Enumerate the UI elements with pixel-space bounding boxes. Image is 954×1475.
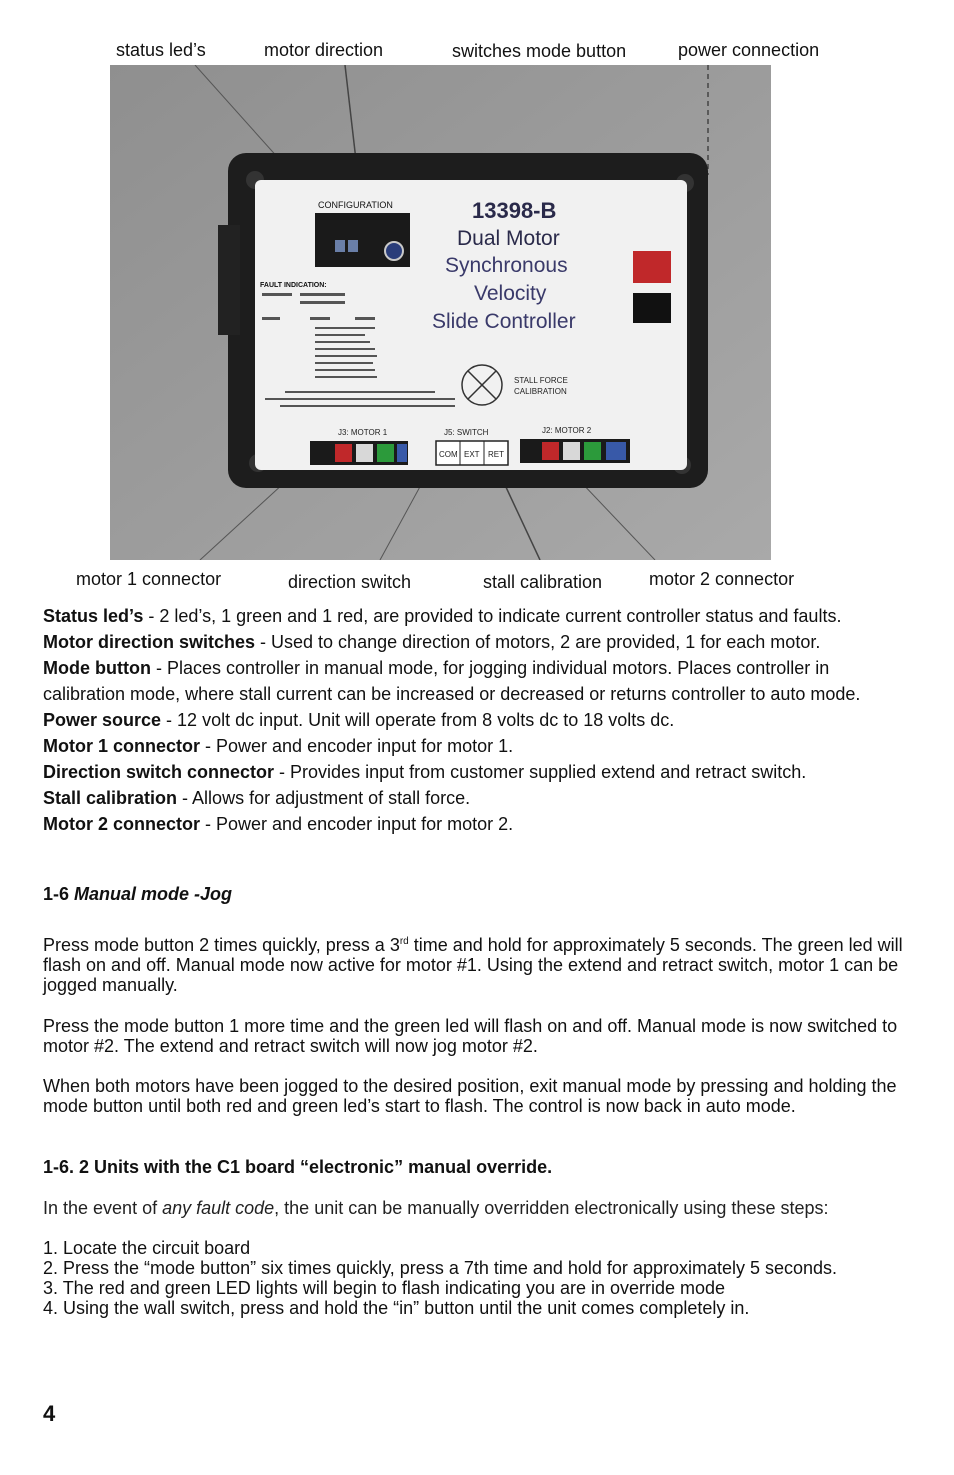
superscript: rd xyxy=(399,936,409,947)
definition-item xyxy=(43,785,913,811)
callout-stall-calibration: stall calibration xyxy=(483,572,603,592)
j3-label: J3: MOTOR 1 xyxy=(338,428,388,437)
mode-button xyxy=(385,242,403,260)
list-item: 3. The red and green LED lights will begin to flash indicating you are in override mode xyxy=(43,1278,726,1298)
definition-term: Motor 2 connector xyxy=(43,814,201,834)
definition-item xyxy=(43,629,913,655)
device-name-line: Synchronous xyxy=(445,254,568,277)
definition-item xyxy=(43,603,913,629)
paragraph xyxy=(43,1016,913,1056)
definition-text: - Used to change direction of motors, 2 are provided, 1 for each motor. xyxy=(255,632,821,652)
device-name-line: Velocity xyxy=(474,282,547,305)
fault-indication-label: FAULT INDICATION: xyxy=(260,282,327,289)
configuration-label: CONFIGURATION xyxy=(318,200,393,210)
definition-text: - Power and encoder input for motor 1. xyxy=(200,736,514,756)
paragraph xyxy=(43,1076,913,1116)
definition-term: Direction switch connector xyxy=(43,762,275,782)
definition-item xyxy=(43,655,883,707)
switch-pin-label: RET xyxy=(488,450,504,459)
definition-item xyxy=(43,811,913,837)
definition-text: - Provides input from customer supplied extend and retract switch. xyxy=(274,762,807,782)
definition-text: - Power and encoder input for motor 2. xyxy=(200,814,514,834)
list-item: 2. Press the “mode button” six times quickly, press a 7th time and hold for approximately 5 seconds. xyxy=(43,1258,838,1278)
definition-item xyxy=(43,759,913,785)
switch-pin-label: EXT xyxy=(464,450,480,459)
definition-term: Power source xyxy=(43,710,162,730)
definition-item xyxy=(43,707,913,733)
definition-text: - Places controller in manual mode, for jogging individual motors. Places controller in calibration mode, where stall current can be increased or decreased or returns controller to auto mode. xyxy=(43,658,861,704)
switch-pin-label: COM xyxy=(439,450,458,459)
direction-switch-connector xyxy=(436,441,508,465)
paragraph-text: In the event of xyxy=(43,1198,163,1218)
definition-term: Status led’s xyxy=(43,606,144,626)
j2-label: J2: MOTOR 2 xyxy=(542,426,592,435)
page-number: 4 xyxy=(43,1401,56,1426)
power-connector-red xyxy=(633,251,671,283)
callout-power-connection: power connection xyxy=(678,40,820,60)
j5-label: J5: SWITCH xyxy=(444,428,489,437)
controller-illustration xyxy=(110,65,771,560)
model-number: 13398-B xyxy=(472,198,557,223)
definition-text: - 12 volt dc input. Unit will operate from 8 volts dc to 18 volts dc. xyxy=(161,710,675,730)
definition-list xyxy=(43,603,913,837)
emphasis-text: any fault code xyxy=(162,1198,275,1218)
paragraph-text: When both motors have been jogged to the desired position, exit manual mode by pressing and holding the mode button until both red and green led’s start to flash. The control is now back in auto mode. xyxy=(43,1076,897,1116)
definition-item xyxy=(43,733,913,759)
device-name-line: Slide Controller xyxy=(432,310,576,333)
paragraph-text: Press mode button 2 times quickly, press a 3 xyxy=(43,935,400,955)
paragraph xyxy=(43,1198,913,1218)
section-heading-override: 1-6. 2 Units with the C1 board “electronic” manual override. xyxy=(43,1157,553,1177)
paragraph-text: , the unit can be manually overridden electronically using these steps: xyxy=(274,1198,829,1218)
callout-status-leds: status led’s xyxy=(116,40,206,60)
power-connector-black xyxy=(633,293,671,323)
controller-photo xyxy=(110,65,771,560)
device-name-line: Dual Motor xyxy=(457,227,560,250)
steps-list xyxy=(43,1238,843,1318)
callout-motor2-connector: motor 2 connector xyxy=(649,569,795,589)
section-heading-manual-mode xyxy=(43,884,232,905)
callout-switches-mode-button: switches mode button xyxy=(452,41,627,61)
list-item: 1. Locate the circuit board xyxy=(43,1238,251,1258)
list-item: 4. Using the wall switch, press and hold the “in” button until the unit comes completely in. xyxy=(43,1298,750,1318)
definition-term: Stall calibration xyxy=(43,788,178,808)
callout-motor1-connector: motor 1 connector xyxy=(76,569,222,589)
callout-direction-switch: direction switch xyxy=(288,572,412,592)
definition-text: - Allows for adjustment of stall force. xyxy=(177,788,471,808)
paragraph-text: Press the mode button 1 more time and the green led will flash on and off. Manual mode is now switched to motor #2. The extend and retract switch will now jog motor #2. xyxy=(43,1016,898,1056)
definition-term: Mode button xyxy=(43,658,151,678)
definition-text: - 2 led’s, 1 green and 1 red, are provided to indicate current controller status and faults. xyxy=(143,606,842,626)
callout-motor-direction: motor direction xyxy=(264,40,384,60)
definition-term: Motor 1 connector xyxy=(43,736,201,756)
stall-force-label: STALL FORCE xyxy=(514,376,568,385)
section-number: 1-6 xyxy=(43,884,75,904)
paragraph-text: time and hold for approximately 5 seconds. The green led will flash on and off. Manual mode now active for motor #1. Using the extend and retract switch, motor 1 can be jogged manually. xyxy=(43,935,903,995)
stall-calibration-label: CALIBRATION xyxy=(514,387,567,396)
paragraph xyxy=(43,935,913,995)
definition-term: Motor direction switches xyxy=(43,632,256,652)
section-title: Manual mode -Jog xyxy=(74,884,233,904)
motor1-connector-block xyxy=(310,441,408,465)
motor2-connector-block xyxy=(520,439,630,463)
